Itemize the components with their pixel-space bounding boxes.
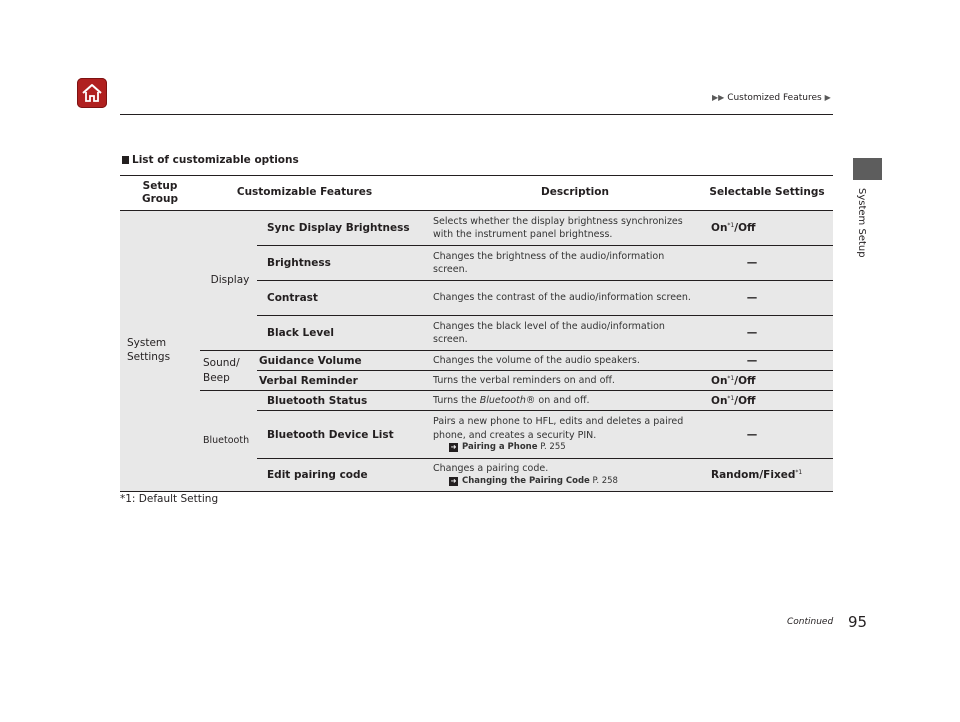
home-icon: [81, 82, 103, 104]
arrow-icon: ➜: [450, 476, 457, 485]
feature-description: Turns the Bluetooth® on and off.: [429, 391, 701, 411]
table-row: [120, 391, 833, 411]
table-row: [120, 351, 833, 371]
col-header-feature: Customizable Features: [200, 176, 429, 211]
feature-setting: —: [701, 246, 833, 281]
subgroup-sound-beep: Sound/ Beep: [200, 351, 257, 391]
feature-setting: On$^{*1}$/Off: [701, 211, 833, 246]
chevron-right-icon: ▶▶: [712, 93, 725, 102]
feature-description: Selects whether the display brightness synchronizes with the instrument panel brightness.: [429, 211, 701, 246]
feature-name: Sync Display Brightness: [257, 211, 429, 246]
home-button[interactable]: [77, 78, 107, 108]
feature-name: Bluetooth Status: [257, 391, 429, 411]
feature-name: Black Level: [257, 316, 429, 351]
breadcrumb-label: Customized Features: [727, 93, 822, 103]
square-bullet-icon: [122, 156, 129, 164]
feature-setting: On$^{*1}$/Off: [701, 371, 833, 391]
section-side-label: System Setup: [856, 188, 867, 258]
continued-label: Continued: [787, 617, 834, 627]
feature-setting: —: [701, 411, 833, 459]
feature-setting: Random/Fixed$^{*1}$: [701, 459, 833, 492]
feature-setting: —: [701, 316, 833, 351]
col-header-description: Description: [429, 176, 701, 211]
group-system-settings: System Settings: [120, 211, 200, 492]
section-heading: [122, 154, 299, 166]
feature-name: Bluetooth Device List: [257, 411, 429, 459]
feature-name: Guidance Volume: [257, 351, 429, 371]
feature-name: Edit pairing code: [257, 459, 429, 492]
breadcrumb[interactable]: [712, 93, 831, 103]
options-table: [120, 175, 833, 492]
col-header-settings: Selectable Settings: [701, 176, 833, 211]
col-header-group: Setup Group: [120, 176, 200, 211]
cross-reference-link[interactable]: ➜ Changing the Pairing Code P. 258: [450, 475, 618, 486]
feature-description: Changes the black level of the audio/information screen.: [429, 316, 701, 351]
subgroup-bluetooth: Bluetooth: [200, 391, 257, 492]
feature-description: Changes a pairing code. ➜ Changing the Pairing Code P. 258: [429, 459, 701, 492]
feature-description: Changes the contrast of the audio/information screen.: [429, 281, 701, 316]
feature-description: Changes the brightness of the audio/information screen.: [429, 246, 701, 281]
feature-description: Changes the volume of the audio speakers.: [429, 351, 701, 371]
section-heading-text: List of customizable options: [132, 154, 299, 166]
footnote: *1: Default Setting: [120, 493, 219, 505]
chevron-right-icon: ▶: [824, 93, 831, 102]
cross-reference-link[interactable]: ➜ Pairing a Phone P. 255: [450, 441, 566, 452]
feature-name: Brightness: [257, 246, 429, 281]
table-header-row: [120, 176, 833, 211]
table-row: [120, 211, 833, 246]
section-tab[interactable]: [853, 158, 882, 180]
feature-name: Verbal Reminder: [257, 371, 429, 391]
page-number: 95: [848, 613, 868, 631]
feature-description: Pairs a new phone to HFL, edits and deletes a paired phone, and creates a security PIN. ➜ Pairing a Phone P. 255: [429, 411, 701, 459]
header-divider: [120, 114, 833, 115]
arrow-icon: ➜: [450, 442, 457, 451]
feature-name: Contrast: [257, 281, 429, 316]
feature-setting: —: [701, 281, 833, 316]
subgroup-display: Display: [200, 211, 257, 351]
feature-description: Turns the verbal reminders on and off.: [429, 371, 701, 391]
feature-setting: On$^{*1}$/Off: [701, 391, 833, 411]
feature-setting: —: [701, 351, 833, 371]
